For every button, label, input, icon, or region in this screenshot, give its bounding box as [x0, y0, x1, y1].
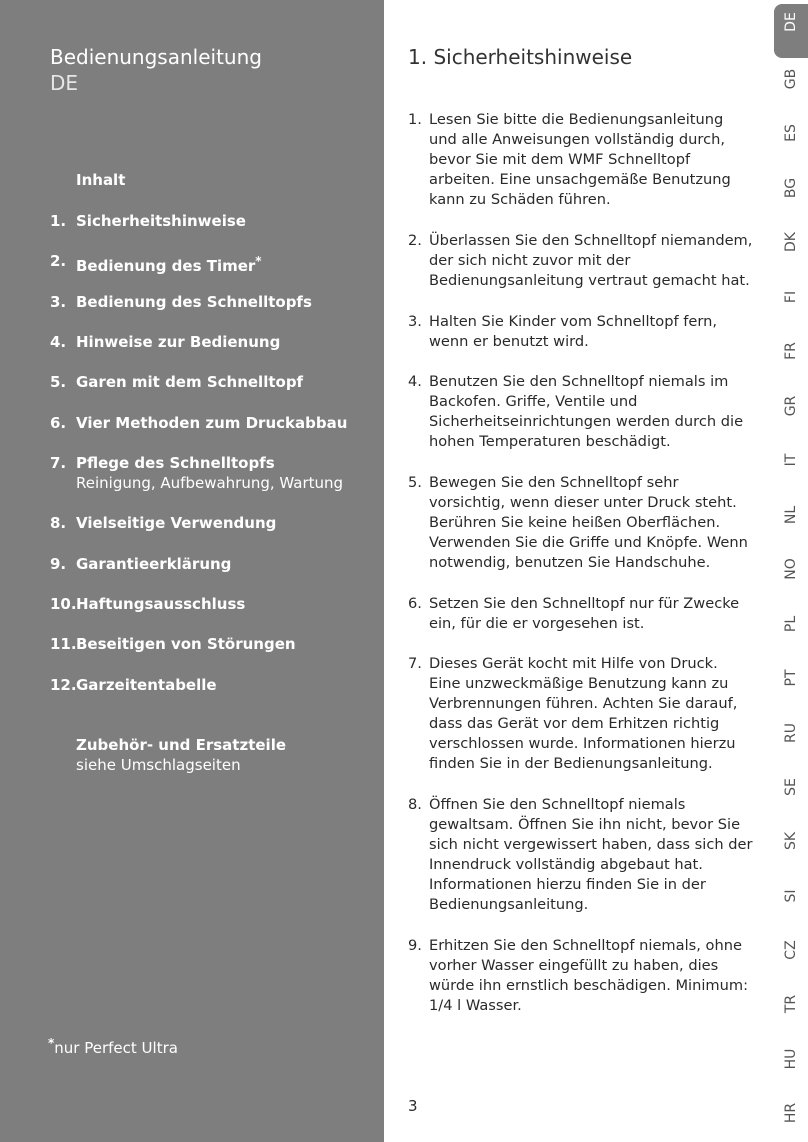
toc-item-label: Vier Methoden zum Druckabbau [76, 414, 348, 432]
toc-item-label: Sicherheitshinweise [76, 212, 246, 230]
toc-heading: Inhalt [76, 171, 126, 189]
safety-item [408, 795, 753, 916]
language-tab-bg[interactable]: BG [783, 177, 799, 199]
language-tab-nl[interactable]: NL [783, 505, 799, 525]
language-tab-ru[interactable]: RU [783, 723, 799, 743]
safety-item-text: Dieses Gerät kocht mit Hilfe von Druck. Eine unzweckmäßige Benutzung kann zu Verbrennungen führen. Achten Sie darauf, dass das Gerät vor dem Erhitzen richtig verschlossen wurde. Informationen hierzu finden Sie in der Bedienungsanleitung. [429, 655, 738, 773]
safety-item-text: Halten Sie Kinder vom Schnelltopf fern, wenn er benutzt wird. [429, 313, 717, 351]
language-tab-gb[interactable]: GB [783, 68, 799, 90]
safety-item [408, 372, 753, 452]
language-tab-pl[interactable]: PL [783, 615, 799, 633]
toc-item-number: 6. [50, 414, 67, 432]
language-tab-it[interactable]: IT [783, 453, 799, 467]
safety-item-number: 7. [408, 655, 422, 672]
toc-item-number: 4. [50, 333, 67, 351]
language-tab-no[interactable]: NO [783, 558, 799, 580]
toc-item-label: Bedienung des Timer* [76, 254, 262, 275]
language-tab-si[interactable]: SI [783, 889, 799, 903]
safety-item-number: 8. [408, 796, 422, 813]
toc-item-number: 10. [50, 595, 77, 613]
language-tab-se[interactable]: SE [783, 778, 799, 796]
toc-item-label: Garantieerklärung [76, 555, 232, 573]
language-tab-pt[interactable]: PT [783, 669, 799, 687]
document-language: DE [50, 71, 79, 95]
safety-item-text: Erhitzen Sie den Schnelltopf niemals, ohne vorher Wasser eingefüllt zu haben, dies würde ihn ernstlich beschädigen. Minimum: 1/4 l Wasser. [429, 937, 749, 1015]
toc-item-number: 8. [50, 514, 67, 532]
language-tab-de[interactable]: DE [783, 12, 799, 32]
language-tab-hr[interactable]: HR [783, 1102, 799, 1124]
safety-item-text: Überlassen Sie den Schnelltopf niemandem, der sich nicht zuvor mit der Bedienungsanleitung vertraut gemacht hat. [429, 232, 753, 290]
toc-item-label: Vielseitige Verwendung [76, 514, 277, 532]
safety-item-text: Öffnen Sie den Schnelltopf niemals gewaltsam. Öffnen Sie ihn nicht, bevor Sie sich nicht vergewissert haben, dass sich der Innendruck vollständig abgebaut hat. Informationen hierzu finden Sie in der Bedienungsanleitung. [429, 796, 753, 914]
language-tab-dk[interactable]: DK [783, 232, 799, 252]
sidebar-panel [0, 0, 384, 1142]
language-tab-fr[interactable]: FR [783, 342, 799, 360]
toc-item-label: Haftungsausschluss [76, 595, 246, 613]
language-tab-gr[interactable]: GR [783, 395, 799, 417]
document-title: Bedienungsanleitung [50, 45, 262, 69]
page-number: 3 [408, 1097, 418, 1115]
safety-item [408, 231, 753, 291]
toc-item-number: 3. [50, 293, 67, 311]
safety-item [408, 110, 753, 210]
safety-item-number: 6. [408, 595, 422, 612]
toc-item-label: Hinweise zur Bedienung [76, 333, 281, 351]
language-tab-tr[interactable]: TR [783, 994, 799, 1014]
toc-item-number: 9. [50, 555, 67, 573]
toc-item-number: 11. [50, 635, 77, 653]
language-tab-fi[interactable]: FI [783, 290, 799, 304]
toc-item-label: Bedienung des Schnelltopfs [76, 293, 312, 311]
toc-item-subtitle: Reinigung, Aufbewahrung, Wartung [76, 474, 344, 492]
accessory-subtitle: siehe Umschlagseiten [76, 756, 241, 774]
safety-item-number: 2. [408, 232, 422, 249]
language-tabs [774, 0, 808, 1142]
language-tab-sk[interactable]: SK [783, 831, 799, 851]
toc-item-number: 7. [50, 454, 67, 472]
toc-item-number: 1. [50, 212, 67, 230]
toc-item-label: Beseitigen von Störungen [76, 635, 296, 653]
toc-item-label: Pflege des Schnelltopfs [76, 454, 275, 472]
safety-item-text: Bewegen Sie den Schnelltopf sehr vorsichtig, wenn dieser unter Druck steht. Berühren Sie keine heißen Oberflächen. Verwenden Sie die Griffe und Knöpfe. Wenn notwendig, benutzen Sie Handschuhe. [429, 474, 748, 572]
safety-item-number: 4. [408, 373, 422, 390]
toc-item-number: 5. [50, 373, 67, 391]
toc-item-label: Garen mit dem Schnelltopf [76, 373, 304, 391]
safety-item-number: 5. [408, 474, 422, 491]
footnote-text: nur Perfect Ultra [54, 1039, 178, 1057]
safety-item [408, 312, 753, 352]
safety-item-text: Benutzen Sie den Schnelltopf niemals im Backofen. Griffe, Ventile und Sicherheitseinrichtungen werden durch die hohen Temperaturen beschädigt. [429, 373, 744, 451]
toc-item-label: Garzeitentabelle [76, 676, 217, 694]
safety-item [408, 473, 753, 573]
safety-item [408, 654, 753, 775]
language-tab-cz[interactable]: CZ [783, 940, 799, 960]
safety-item [408, 936, 753, 1016]
language-tab-es[interactable]: ES [783, 124, 799, 142]
language-tab-hu[interactable]: HU [783, 1048, 799, 1070]
section-title: 1. Sicherheitshinweise [408, 45, 633, 69]
toc-item-number: 2. [50, 252, 67, 270]
safety-item-number: 1. [408, 111, 422, 128]
accessory-title: Zubehör- und Ersatzteile [76, 736, 287, 754]
safety-item-text: Lesen Sie bitte die Bedienungsanleitung und alle Anweisungen vollständig durch, bevor Sie mit dem WMF Schnelltopf arbeiten. Eine unsachgemäße Benutzung kann zu Schäden führen. [429, 111, 731, 209]
footnote-star: * [48, 1036, 55, 1050]
safety-item-number: 3. [408, 313, 422, 330]
safety-item [408, 594, 753, 634]
toc-item-star: * [255, 254, 262, 268]
toc-item-number: 12. [50, 676, 77, 694]
safety-item-number: 9. [408, 937, 422, 954]
footnote [48, 1036, 178, 1057]
safety-item-text: Setzen Sie den Schnelltopf nur für Zwecke ein, für die er vorgesehen ist. [429, 595, 740, 633]
accessory-note [76, 735, 286, 775]
